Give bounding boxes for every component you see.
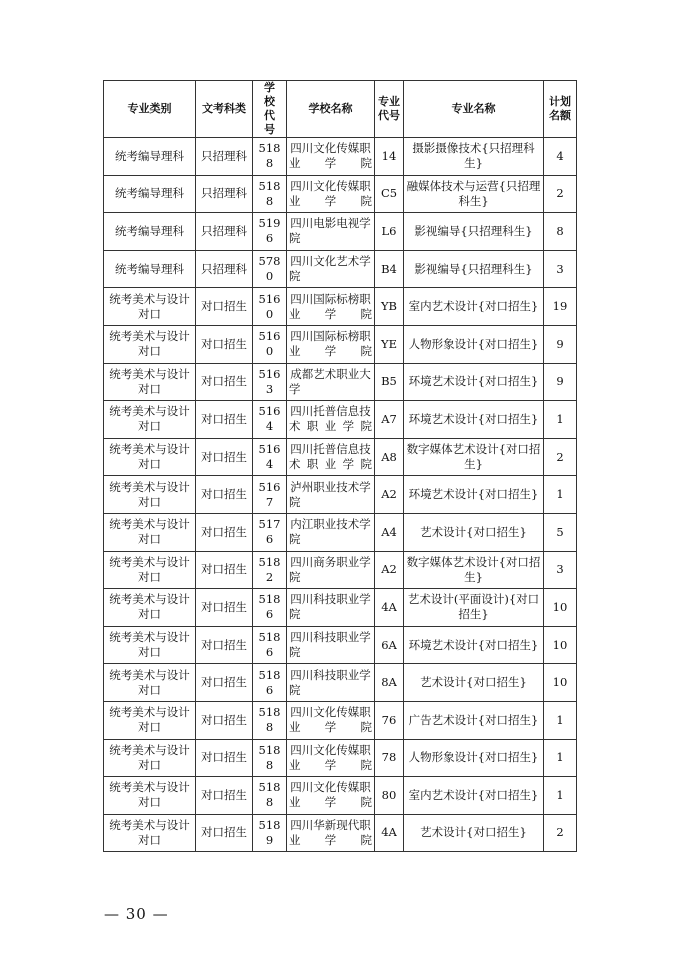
cell-school-name: 四川托普信息技术职业学院: [287, 401, 375, 439]
table-row: [104, 325, 577, 363]
cell-major-name: 艺术设计{对口招生}: [404, 513, 544, 551]
cell-category: 统考美术与设计对口: [104, 777, 196, 815]
cell-subject: 只招理科: [196, 175, 253, 213]
cell-plan: 4: [544, 138, 577, 176]
cell-school-code: 5196: [253, 213, 287, 251]
cell-plan: 10: [544, 626, 577, 664]
cell-category: 统考编导理科: [104, 250, 196, 288]
cell-school-name: 四川科技职业学院: [287, 626, 375, 664]
header-major-name: 专业名称: [404, 81, 544, 138]
cell-major-code: 80: [375, 777, 404, 815]
cell-school-code: 5188: [253, 175, 287, 213]
table-row: [104, 777, 577, 815]
cell-major-name: 人物形象设计{对口招生}: [404, 739, 544, 777]
table-row: [104, 288, 577, 326]
table-row: [104, 626, 577, 664]
table-row: [104, 401, 577, 439]
cell-category: 统考美术与设计对口: [104, 438, 196, 476]
cell-category: 统考美术与设计对口: [104, 513, 196, 551]
cell-plan: 1: [544, 701, 577, 739]
cell-subject: 只招理科: [196, 250, 253, 288]
cell-major-code: C5: [375, 175, 404, 213]
cell-major-name: 艺术设计{对口招生}: [404, 664, 544, 702]
table-row: [104, 363, 577, 401]
cell-major-name: 影视编导{只招理科生}: [404, 213, 544, 251]
cell-category: 统考美术与设计对口: [104, 626, 196, 664]
cell-school-name: 四川文化传媒职业学院: [287, 175, 375, 213]
cell-school-name: 四川文化传媒职业学院: [287, 739, 375, 777]
cell-major-code: 4A: [375, 814, 404, 852]
cell-category: 统考编导理科: [104, 213, 196, 251]
cell-subject: 对口招生: [196, 363, 253, 401]
cell-major-name: 数字媒体艺术设计{对口招生}: [404, 438, 544, 476]
cell-subject: 对口招生: [196, 551, 253, 589]
cell-plan: 19: [544, 288, 577, 326]
cell-plan: 3: [544, 551, 577, 589]
cell-major-name: 数字媒体艺术设计{对口招生}: [404, 551, 544, 589]
cell-major-name: 人物形象设计{对口招生}: [404, 325, 544, 363]
cell-category: 统考美术与设计对口: [104, 401, 196, 439]
cell-plan: 3: [544, 250, 577, 288]
cell-major-name: 广告艺术设计{对口招生}: [404, 701, 544, 739]
cell-subject: 对口招生: [196, 777, 253, 815]
cell-major-code: A2: [375, 551, 404, 589]
cell-school-name: 四川电影电视学院: [287, 213, 375, 251]
cell-subject: 对口招生: [196, 476, 253, 514]
cell-school-code: 5186: [253, 664, 287, 702]
table-row: [104, 701, 577, 739]
cell-subject: 对口招生: [196, 589, 253, 627]
cell-major-name: 艺术设计(平面设计){对口招生}: [404, 589, 544, 627]
cell-school-name: 四川科技职业学院: [287, 664, 375, 702]
cell-school-code: 5160: [253, 325, 287, 363]
cell-plan: 10: [544, 664, 577, 702]
table-row: [104, 739, 577, 777]
cell-school-code: 5188: [253, 138, 287, 176]
header-school-name: 学校名称: [287, 81, 375, 138]
enrollment-plan-table: [103, 80, 577, 852]
header-subject: 文考科类: [196, 81, 253, 138]
cell-school-code: 5160: [253, 288, 287, 326]
cell-category: 统考美术与设计对口: [104, 476, 196, 514]
cell-school-code: 5188: [253, 739, 287, 777]
cell-plan: 2: [544, 814, 577, 852]
cell-major-name: 环境艺术设计{对口招生}: [404, 401, 544, 439]
cell-school-code: 5163: [253, 363, 287, 401]
cell-category: 统考美术与设计对口: [104, 814, 196, 852]
cell-plan: 2: [544, 175, 577, 213]
cell-major-code: B4: [375, 250, 404, 288]
cell-school-code: 5176: [253, 513, 287, 551]
table-row: [104, 213, 577, 251]
cell-school-code: 5164: [253, 401, 287, 439]
cell-major-code: A2: [375, 476, 404, 514]
table-header-row: [104, 81, 577, 138]
cell-plan: 5: [544, 513, 577, 551]
cell-major-code: 4A: [375, 589, 404, 627]
cell-category: 统考美术与设计对口: [104, 551, 196, 589]
table-row: [104, 814, 577, 852]
table-row: [104, 476, 577, 514]
cell-subject: 对口招生: [196, 701, 253, 739]
cell-school-code: 5186: [253, 589, 287, 627]
table-row: [104, 138, 577, 176]
cell-subject: 对口招生: [196, 288, 253, 326]
table-row: [104, 250, 577, 288]
cell-category: 统考美术与设计对口: [104, 664, 196, 702]
cell-school-code: 5188: [253, 777, 287, 815]
cell-subject: 对口招生: [196, 814, 253, 852]
page-number: — 30 —: [104, 905, 169, 923]
cell-plan: 2: [544, 438, 577, 476]
cell-plan: 9: [544, 363, 577, 401]
cell-major-name: 环境艺术设计{对口招生}: [404, 626, 544, 664]
cell-subject: 对口招生: [196, 513, 253, 551]
table-row: [104, 175, 577, 213]
cell-major-code: 8A: [375, 664, 404, 702]
header-school-code: 学校代号: [253, 81, 287, 138]
table-row: [104, 664, 577, 702]
cell-school-code: 5188: [253, 701, 287, 739]
table-body: [104, 138, 577, 852]
header-major-code: 专业代号: [375, 81, 404, 138]
cell-school-name: 四川国际标榜职业学院: [287, 288, 375, 326]
table-row: [104, 551, 577, 589]
cell-school-name: 四川国际标榜职业学院: [287, 325, 375, 363]
table-row: [104, 589, 577, 627]
header-category: 专业类别: [104, 81, 196, 138]
cell-major-code: L6: [375, 213, 404, 251]
cell-subject: 对口招生: [196, 325, 253, 363]
cell-major-code: 6A: [375, 626, 404, 664]
cell-subject: 对口招生: [196, 626, 253, 664]
cell-major-name: 摄影摄像技术{只招理科生}: [404, 138, 544, 176]
cell-category: 统考编导理科: [104, 138, 196, 176]
cell-school-name: 成都艺术职业大学: [287, 363, 375, 401]
cell-school-name: 四川华新现代职业学院: [287, 814, 375, 852]
cell-plan: 1: [544, 777, 577, 815]
header-plan: 计划名额: [544, 81, 577, 138]
cell-subject: 只招理科: [196, 213, 253, 251]
cell-school-name: 四川文化艺术学院: [287, 250, 375, 288]
cell-school-name: 内江职业技术学院: [287, 513, 375, 551]
cell-major-code: YE: [375, 325, 404, 363]
cell-plan: 10: [544, 589, 577, 627]
cell-major-name: 室内艺术设计{对口招生}: [404, 777, 544, 815]
cell-plan: 1: [544, 476, 577, 514]
table-row: [104, 438, 577, 476]
cell-school-name: 四川文化传媒职业学院: [287, 777, 375, 815]
cell-major-code: A4: [375, 513, 404, 551]
cell-school-name: 四川商务职业学院: [287, 551, 375, 589]
cell-subject: 对口招生: [196, 401, 253, 439]
cell-school-code: 5164: [253, 438, 287, 476]
cell-plan: 9: [544, 325, 577, 363]
cell-major-name: 影视编导{只招理科生}: [404, 250, 544, 288]
cell-major-name: 环境艺术设计{对口招生}: [404, 476, 544, 514]
cell-major-code: 76: [375, 701, 404, 739]
cell-subject: 只招理科: [196, 138, 253, 176]
cell-plan: 1: [544, 401, 577, 439]
cell-category: 统考美术与设计对口: [104, 363, 196, 401]
cell-school-name: 泸州职业技术学院: [287, 476, 375, 514]
cell-major-name: 融媒体技术与运营{只招理科生}: [404, 175, 544, 213]
cell-category: 统考美术与设计对口: [104, 701, 196, 739]
cell-school-name: 四川托普信息技术职业学院: [287, 438, 375, 476]
cell-school-code: 5167: [253, 476, 287, 514]
cell-major-code: YB: [375, 288, 404, 326]
cell-major-name: 环境艺术设计{对口招生}: [404, 363, 544, 401]
cell-school-code: 5182: [253, 551, 287, 589]
cell-school-name: 四川文化传媒职业学院: [287, 701, 375, 739]
cell-category: 统考编导理科: [104, 175, 196, 213]
cell-school-name: 四川文化传媒职业学院: [287, 138, 375, 176]
cell-category: 统考美术与设计对口: [104, 739, 196, 777]
cell-category: 统考美术与设计对口: [104, 325, 196, 363]
cell-plan: 8: [544, 213, 577, 251]
cell-major-code: 14: [375, 138, 404, 176]
cell-plan: 1: [544, 739, 577, 777]
cell-major-name: 艺术设计{对口招生}: [404, 814, 544, 852]
table-row: [104, 513, 577, 551]
cell-school-name: 四川科技职业学院: [287, 589, 375, 627]
cell-major-name: 室内艺术设计{对口招生}: [404, 288, 544, 326]
cell-school-code: 5186: [253, 626, 287, 664]
cell-category: 统考美术与设计对口: [104, 589, 196, 627]
cell-category: 统考美术与设计对口: [104, 288, 196, 326]
cell-major-code: B5: [375, 363, 404, 401]
cell-major-code: 78: [375, 739, 404, 777]
cell-major-code: A8: [375, 438, 404, 476]
cell-major-code: A7: [375, 401, 404, 439]
cell-subject: 对口招生: [196, 438, 253, 476]
cell-school-code: 5189: [253, 814, 287, 852]
cell-subject: 对口招生: [196, 739, 253, 777]
cell-school-code: 5780: [253, 250, 287, 288]
cell-subject: 对口招生: [196, 664, 253, 702]
